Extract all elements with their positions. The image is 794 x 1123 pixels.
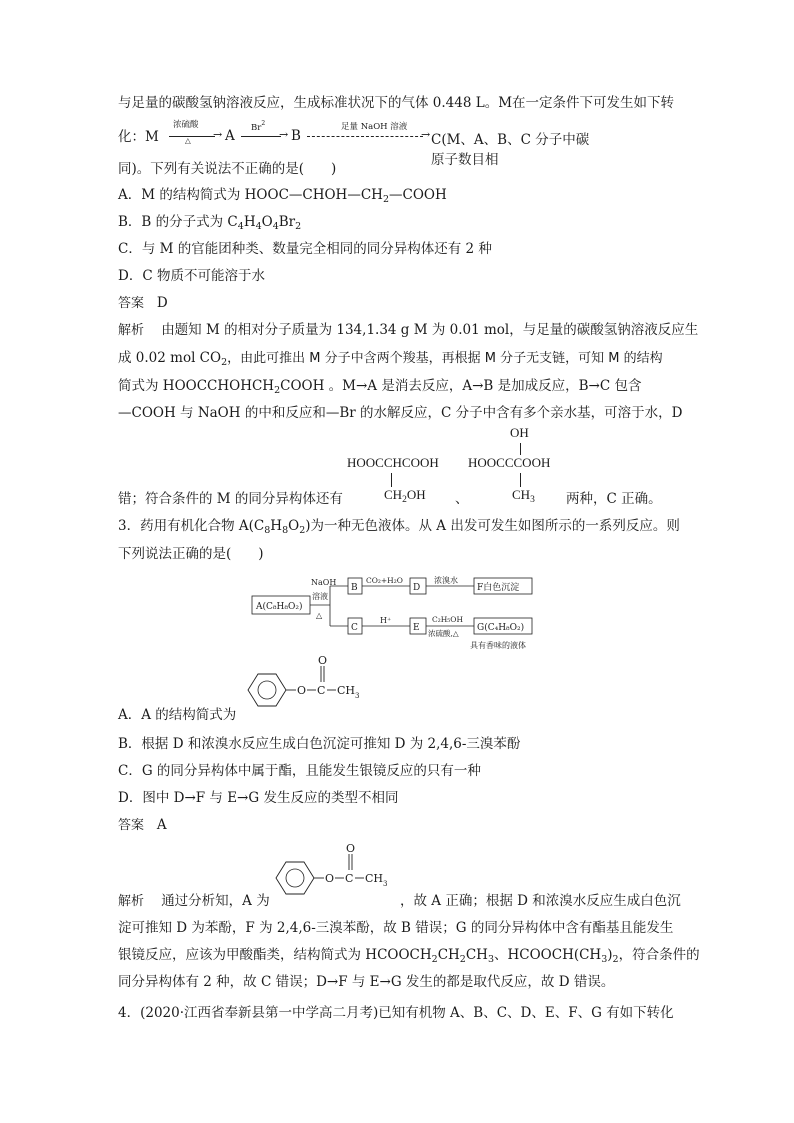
arrow1-bottom-label: △ xyxy=(185,136,191,145)
q2-line2-prefix: 化：M xyxy=(118,129,159,145)
q3-option-a: A．A 的结构简式为 xyxy=(118,707,237,723)
carbonyl-oxygen: O xyxy=(318,654,328,667)
q2-analysis-line4: —COOH 与 NaOH 的中和反应和—Br 的水解反应，C 分子中含有多个亲水基，可溶于水，D xyxy=(118,405,683,421)
isomer-separator: 、 xyxy=(455,491,469,507)
q3-stem-line1: 3．药用有机化合物 $A(C_8H_8O_2)$为一种无色液体。从 A 出发可发生如图所示的一系列反应。则 xyxy=(118,518,680,536)
q3-option-b: B．根据 D 和浓溴水反应生成白色沉淀可推知 D 为 2,4,6-三溴苯酚 xyxy=(118,736,521,752)
q2-reaction-scheme xyxy=(165,118,595,168)
ester-oxygen: O xyxy=(297,684,307,697)
arrow2-head: → xyxy=(279,128,289,141)
box-e-label: E xyxy=(413,623,420,633)
ester-oxygen: O xyxy=(325,872,335,885)
naoh-top-label: NaOH xyxy=(311,578,337,587)
methyl-subscript: 3 xyxy=(383,880,388,888)
arrow2-top-label: Br$^2$ xyxy=(251,120,266,133)
b-to-d-label: CO₂+H₂O xyxy=(366,576,403,585)
answer-label: 答案 xyxy=(118,296,145,311)
q2-option-b: B．B 的分子式为 $C_4H_4O_4Br_2$ xyxy=(118,214,302,232)
q3-analysis-line3: 银镜反应，应该为甲酸酯类，结构简式为 $HCOOCH_2CH_2CH_3$、$HCOOCH(CH_3)_2$，符合条件的 xyxy=(118,947,700,965)
box-d-label: D xyxy=(413,583,421,593)
box-f-label: F白色沉淀 xyxy=(477,583,520,593)
q2-option-c: C．与 M 的官能团种类、数量完全相同的同分异构体还有 2 种 xyxy=(118,241,492,257)
carbonyl-oxygen: O xyxy=(346,842,356,855)
phenyl-acetate-structure-2 xyxy=(266,842,406,902)
q2-stem-line3: 同)。下列有关说法不正确的是( ) xyxy=(118,161,337,177)
arrow1-line xyxy=(169,136,215,137)
q3-reaction-diagram xyxy=(248,574,578,654)
naoh-bot-label: △ xyxy=(316,611,323,620)
q3-stem-line2: 下列说法正确的是( ) xyxy=(118,546,264,562)
answer-label: 答案 xyxy=(118,818,145,833)
d-to-f-label: 浓溴水 xyxy=(434,576,458,585)
c-to-e-label: H⁺ xyxy=(380,616,392,625)
analysis-label: 解析 xyxy=(118,323,145,338)
arrow1-head: → xyxy=(213,128,223,141)
q3-answer xyxy=(118,816,167,835)
box-c-label: C xyxy=(351,623,358,633)
q3-option-c: C．G 的同分异构体中属于酯，且能发生银镜反应的只有一种 xyxy=(118,763,481,779)
e-to-g-top-label: C₂H₅OH xyxy=(432,615,463,624)
node-a: A xyxy=(225,128,235,144)
arrow1-top-label: 浓硫酸 xyxy=(173,120,199,130)
e-to-g-bot-label: 浓硫酸,△ xyxy=(428,629,459,638)
q3-analysis-line1-tail: ，故 A 正确；根据 D 和浓溴水反应生成白色沉 xyxy=(400,893,681,909)
carbonyl-carbon: C xyxy=(345,872,354,885)
carbonyl-carbon: C xyxy=(317,684,326,697)
q2-stem-line1: 与足量的碳酸氢钠溶液反应，生成标准状况下的气体 0.448 L。M在一定条件下可发生如下转 xyxy=(118,95,675,111)
answer-value: D xyxy=(156,295,168,311)
isomer-1-structure: HOOCCHCOOH $CH_2OH$ xyxy=(347,455,439,505)
box-b-label: B xyxy=(351,583,358,593)
isomer-2-structure: OH HOOCCCOOH $CH_3$ xyxy=(468,425,551,505)
q2-analysis-line5-tail: 两种，C 正确。 xyxy=(566,491,662,507)
arrow3-top-label: 足量 NaOH 溶液 xyxy=(341,122,408,132)
q2-answer xyxy=(118,294,168,313)
q2-analysis-line5: 错；符合条件的 M 的同分异构体还有 xyxy=(118,491,343,507)
node-b: B xyxy=(291,128,301,144)
arrow3-head: → xyxy=(421,128,431,141)
arrow3-line xyxy=(307,136,423,137)
arrow2-line xyxy=(241,136,281,137)
methyl-subscript: 3 xyxy=(355,692,360,700)
q2-stem-line2 xyxy=(118,128,159,146)
q2-analysis-line2: 成 0.02 mol $CO_2$，由此可推出 M 分子中含两个羧基，再根据 M 分子无支链，可知 M 的结构 xyxy=(118,350,663,368)
q2-option-d: D．C 物质不可能溶于水 xyxy=(118,268,265,284)
q3-analysis-line1: 解析 通过分析知，A 为 xyxy=(118,893,270,909)
analysis-label: 解析 xyxy=(118,894,145,909)
q3-analysis-line4: 同分异构体有 2 种，故 C 错误；D→F 与 E→G 发生的都是取代反应，故 D 错误。 xyxy=(118,974,615,990)
methyl-group: CH xyxy=(337,684,356,697)
box-g-label: G(C₄H₈O₂) xyxy=(477,623,525,633)
answer-value: A xyxy=(156,817,167,833)
q2-option-a: A．M 的结构简式为 $HOOC—CHOH—CH_2—COOH$ xyxy=(118,187,447,205)
phenyl-acetate-structure-1 xyxy=(238,654,378,714)
naoh-mid-label: 溶液 xyxy=(312,592,328,601)
q3-analysis-line2: 淀可推知 D 为苯酚，F 为 2,4,6-三溴苯酚，故 B 错误；G 的同分异构体中含有酯基且能发生 xyxy=(118,920,674,936)
q2-analysis-line3: 简式为 $HOOCCHOHCH_2COOH$ 。M→A 是消去反应，A→B 是加成反应，B→C 包含 xyxy=(118,378,642,396)
q2-analysis-line1: 解析 由题知 M 的相对分子质量为 134,1.34 g M 为 0.01 mol，与足量的碳酸氢钠溶液反应生 xyxy=(118,322,699,338)
methyl-group: CH xyxy=(365,872,384,885)
g-note-label: 具有香味的液体 xyxy=(470,641,526,650)
q3-option-d: D．图中 D→F 与 E→G 发生反应的类型不相同 xyxy=(118,790,399,806)
q2-line2-suffix: C(M、A、B、C 分子中碳原子数目相 xyxy=(431,132,590,168)
box-a-label: A(C₈H₈O₂) xyxy=(256,602,303,612)
q4-stem-line1: 4．(2020·江西省奉新县第一中学高二月考)已知有机物 A、B、C、D、E、F、G 有如下转化 xyxy=(118,1005,674,1021)
